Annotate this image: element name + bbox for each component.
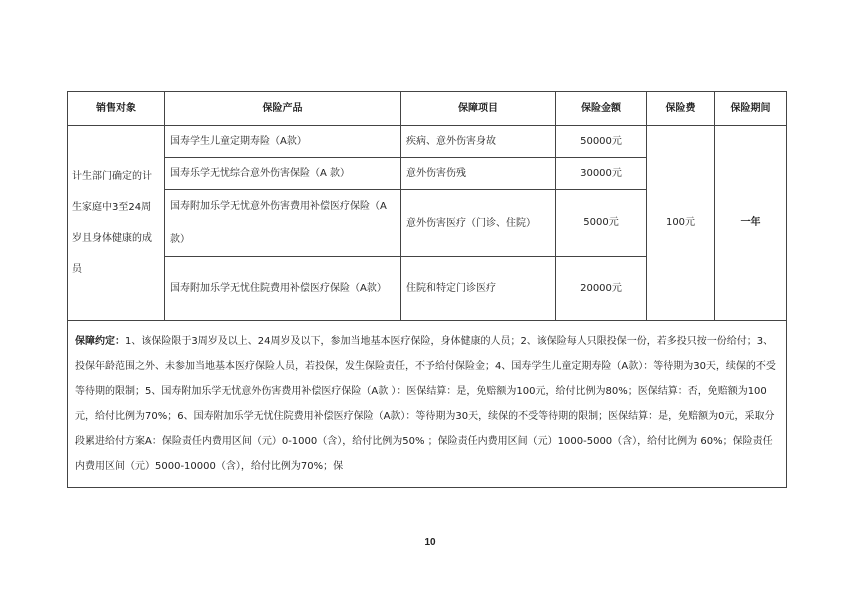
header-product: 保险产品: [165, 92, 401, 126]
product-cell: 国寿乐学无忧综合意外伤害保险（A 款）: [165, 158, 401, 190]
page-number: 10: [424, 537, 436, 548]
header-target: 销售对象: [68, 92, 165, 126]
notes-text: 1、该保险限于3周岁及以上、24周岁及以下，参加当地基本医疗保险，身体健康的人员；2、该保险每人只限投保一份，若多投只按一份给付；3、投保年龄范围之外、未参加当地基本医疗保险人员，若投保，发生保险责任，不予给付保险金；4、国寿学生儿童定期寿险（A款）：等待期为30天，续保的不受等待期的限制；5、国寿附加乐学无忧意外伤害费用补偿医疗保险（A款 ）：医保结算：是，免赔额为100元，给付比例为80%；医保结算：否，免赔额为100元，给付比例为70%；6、国寿附加乐学无忧住院费用补偿医疗保险（A款）：等待期为30天，续保的不受等待期的限制；医保结算：是，免赔额为0元，采取分段累进给付方案A：保险责任内费用区间（元）0-1000（含），给付比例为50% ；保险责任内费用区间（元）1000-5000（含），给付比例为 60%；保险责任内费用区间（元）5000-10000（含），给付比例为70%；保: [75, 336, 776, 472]
product-cell: 国寿学生儿童定期寿险（A款）: [165, 126, 401, 158]
amount-cell: 30000元: [556, 158, 647, 190]
header-period: 保险期间: [715, 92, 787, 126]
insurance-table: [67, 91, 787, 488]
header-fee: 保险费: [647, 92, 715, 126]
item-cell: 疾病、意外伤害身故: [401, 126, 556, 158]
notes-cell: [68, 321, 787, 488]
table-row: [68, 126, 787, 158]
fee-cell: 100元: [647, 126, 715, 321]
amount-cell: 50000元: [556, 126, 647, 158]
item-cell: 住院和特定门诊医疗: [401, 257, 556, 321]
item-cell: 意外伤害伤残: [401, 158, 556, 190]
item-cell: 意外伤害医疗（门诊、住院）: [401, 190, 556, 257]
notes-label: 保障约定：: [75, 336, 125, 347]
notes-row: [68, 321, 787, 488]
header-row: [68, 92, 787, 126]
target-cell: 计生部门确定的计生家庭中3至24周岁且身体健康的成员: [68, 126, 165, 321]
header-item: 保障项目: [401, 92, 556, 126]
header-amount: 保险金额: [556, 92, 647, 126]
amount-cell: 5000元: [556, 190, 647, 257]
product-cell: 国寿附加乐学无忧意外伤害费用补偿医疗保险（A款）: [165, 190, 401, 257]
amount-cell: 20000元: [556, 257, 647, 321]
product-cell: 国寿附加乐学无忧住院费用补偿医疗保险（A款）: [165, 257, 401, 321]
period-cell: 一年: [715, 126, 787, 321]
